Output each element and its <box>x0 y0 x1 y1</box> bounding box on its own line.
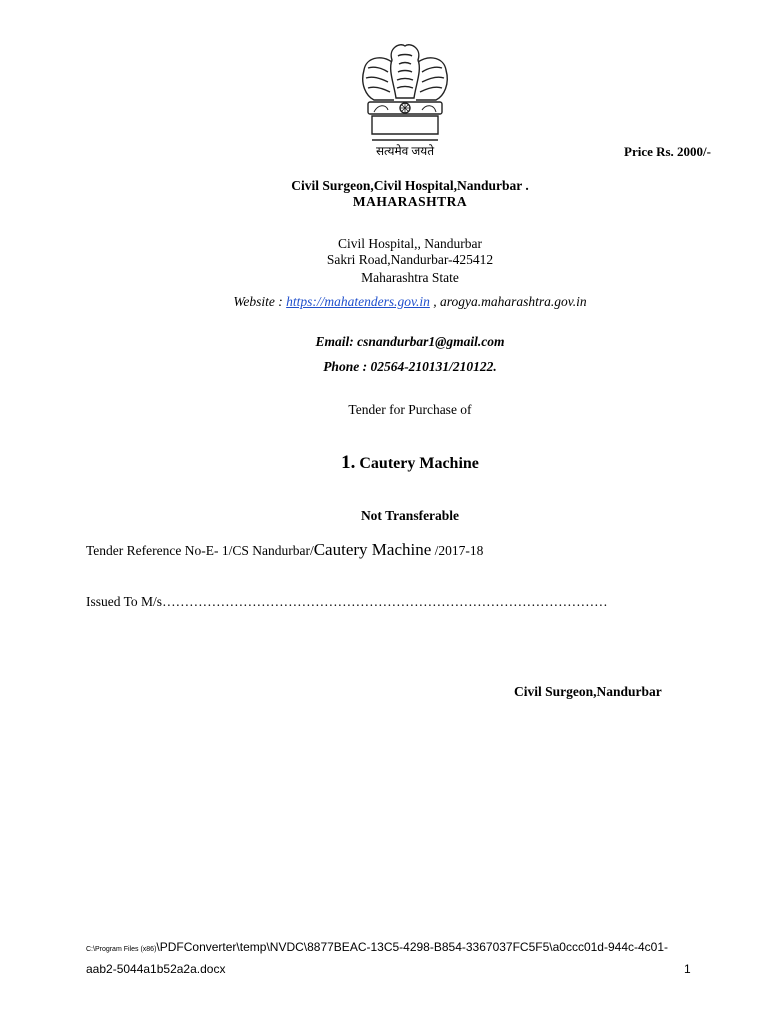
signature-block: Civil Surgeon,Nandurbar <box>514 684 662 699</box>
issued-to-line: Issued To M/s……………………………………………………………………………………… <box>86 594 608 609</box>
phone-line: Phone : 02564-210131/210122. <box>323 359 497 374</box>
organization-title: Civil Surgeon,Civil Hospital,Nandurbar . <box>291 178 529 193</box>
email-line: Email: csnandurbar1@gmail.com <box>315 334 505 349</box>
address-line-2: Sakri Road,Nandurbar-425412 <box>326 252 494 267</box>
price-label: Price Rs. 2000/- <box>624 144 712 159</box>
item-name: Cautery Machine <box>355 455 479 472</box>
not-transferable-note: Not Transferable <box>360 508 460 523</box>
website-link[interactable]: https://mahatenders.gov.in <box>286 294 430 309</box>
website-line <box>0 294 770 310</box>
national-emblem-icon <box>348 40 462 158</box>
address-line-1: Civil Hospital,, Nandurbar <box>338 236 482 251</box>
footer-path-line-1 <box>86 940 668 954</box>
footer-path-line-2: aab2-5044a1b52a2a.docx <box>86 962 226 976</box>
page-number: 1 <box>684 962 691 976</box>
tender-item-title <box>0 452 770 474</box>
emblem-motto: सत्यमेव जयते <box>375 144 435 158</box>
reference-prefix: Tender Reference No-E- 1/CS Nandurbar/ <box>86 543 314 558</box>
footer-path-small: C:\Program Files (x86) <box>86 946 157 953</box>
reference-item: Cautery Machine <box>313 540 432 559</box>
state-title: MAHARASHTRA <box>352 194 468 209</box>
tender-reference <box>86 540 483 560</box>
item-number: 1. <box>341 452 356 473</box>
website-prefix: Website : <box>233 294 287 309</box>
address-line-3: Maharashtra State <box>361 270 459 285</box>
website-suffix: , arogya.maharashtra.gov.in <box>429 294 587 309</box>
footer-path-rest: \PDFConverter\temp\NVDC\8877BEAC-13C5-4298-B854-3367037FC5F5\a0ccc01d-944c-4c01- <box>156 940 668 954</box>
reference-suffix: /2017-18 <box>431 543 484 558</box>
tender-purpose: Tender for Purchase of <box>348 402 472 417</box>
